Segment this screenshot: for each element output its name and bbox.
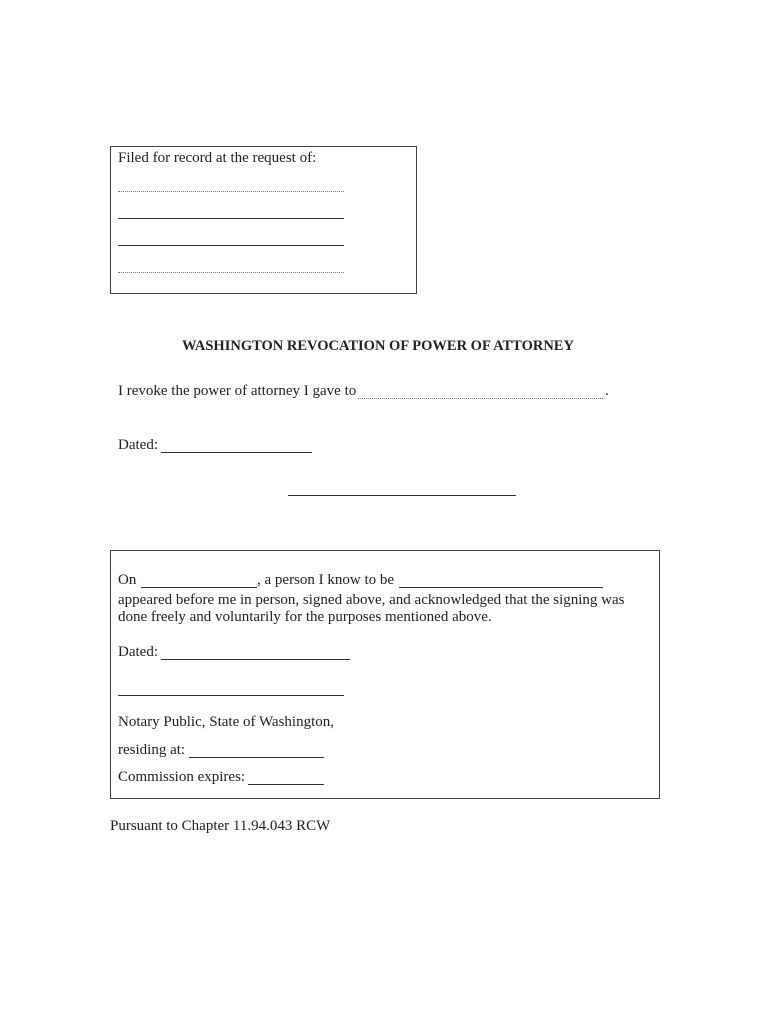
on-label: On bbox=[118, 572, 137, 588]
revoke-text: I revoke the power of attorney I gave to bbox=[118, 383, 357, 399]
filing-line-2[interactable] bbox=[118, 218, 344, 219]
filing-line-4[interactable] bbox=[118, 272, 344, 273]
notary-signature-line[interactable] bbox=[118, 695, 344, 696]
notary-dated-field[interactable] bbox=[161, 659, 350, 660]
attorney-name-field[interactable] bbox=[358, 398, 603, 399]
residing-label: residing at: bbox=[118, 742, 186, 758]
document-title: WASHINGTON REVOCATION OF POWER OF ATTORNEY bbox=[182, 338, 574, 354]
commission-field[interactable] bbox=[248, 784, 324, 785]
filing-line-1[interactable] bbox=[118, 191, 344, 192]
residing-field[interactable] bbox=[189, 757, 324, 758]
notary-date-field[interactable] bbox=[141, 587, 257, 588]
revoke-period: . bbox=[605, 383, 609, 399]
dated-field[interactable] bbox=[161, 452, 312, 453]
notary-public-label: Notary Public, State of Washington, bbox=[118, 714, 334, 730]
filing-label: Filed for record at the request of: bbox=[118, 150, 317, 166]
notary-dated-label: Dated: bbox=[118, 644, 158, 660]
notary-text-line-2: appeared before me in person, signed above, and acknowledged that the signing was bbox=[118, 592, 625, 608]
signature-line[interactable] bbox=[288, 495, 516, 496]
commission-label: Commission expires: bbox=[118, 769, 246, 785]
notary-text-line-3: done freely and voluntarily for the purposes mentioned above. bbox=[118, 609, 492, 625]
person-label: , a person I know to be bbox=[257, 572, 395, 588]
person-name-field[interactable] bbox=[399, 587, 603, 588]
dated-label: Dated: bbox=[118, 437, 158, 453]
filing-line-3[interactable] bbox=[118, 245, 344, 246]
footer-citation: Pursuant to Chapter 11.94.043 RCW bbox=[110, 818, 331, 834]
